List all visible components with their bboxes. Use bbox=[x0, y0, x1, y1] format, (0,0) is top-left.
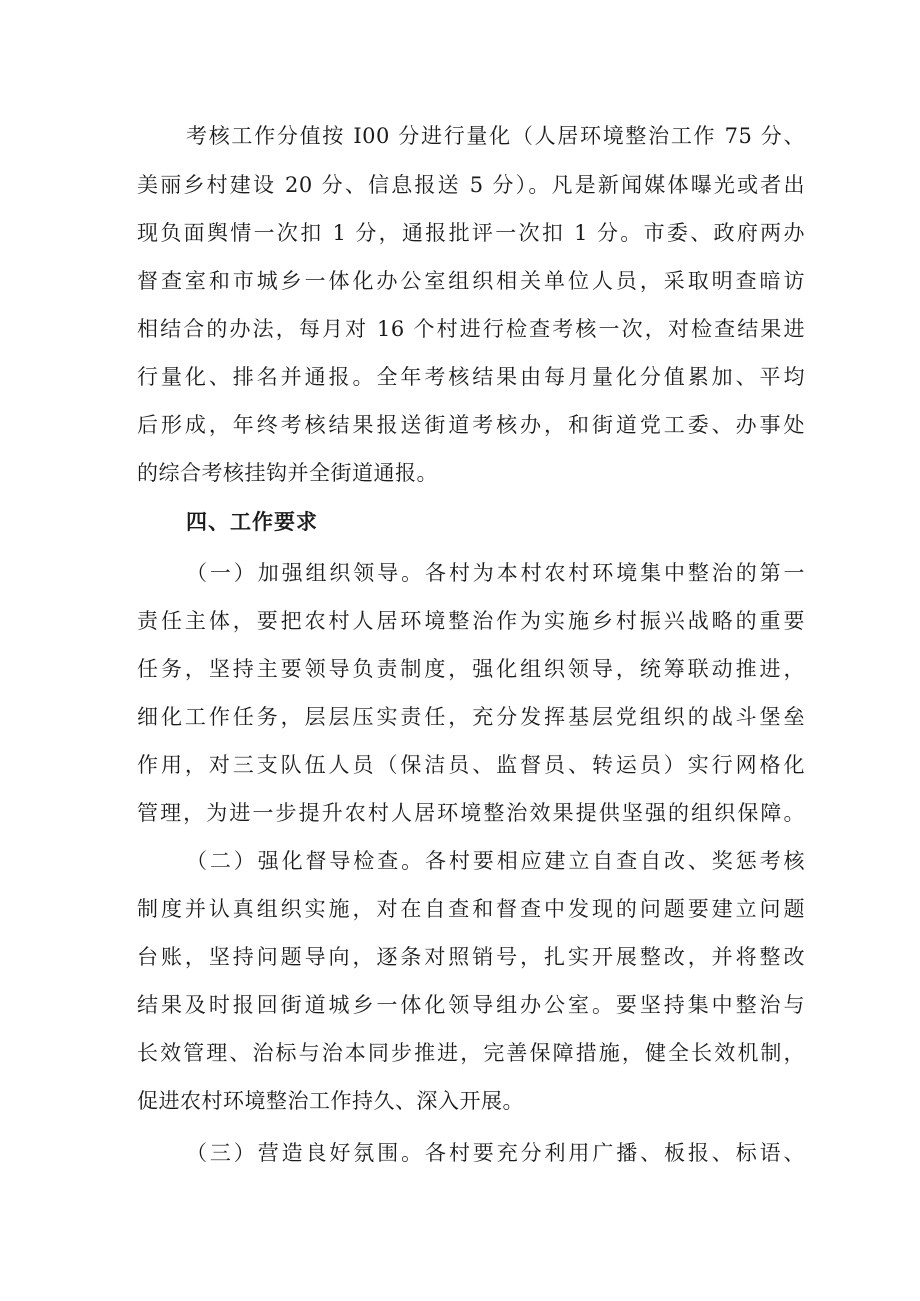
paragraph-4-line-1: （三）营造良好氛围。各村要充分利用广播、板报、标语、 bbox=[186, 1141, 805, 1165]
paragraph-1-line-3: 现负面舆情一次扣 1 分，通报批评一次扣 1 分。市委、政府两办 bbox=[137, 221, 805, 245]
paragraph-2-line-4: 细化工作任务，层层压实责任，充分发挥基层党组织的战斗堡垒 bbox=[137, 705, 805, 729]
paragraph-3-line-3: 台账，坚持问题导向，逐条对照销号，扎实开展整改，并将整改 bbox=[137, 945, 805, 969]
paragraph-2-line-5: 作用，对三支队伍人员（保洁员、监督员、转运员）实行网格化 bbox=[137, 753, 805, 777]
paragraph-3-line-2: 制度并认真组织实施，对在自查和督查中发现的问题要建立问题 bbox=[137, 897, 805, 921]
paragraph-3-line-5: 长效管理、治标与治本同步推进，完善保障措施，健全长效机制， bbox=[137, 1041, 805, 1065]
paragraph-1-line-4: 督查室和市城乡一体化办公室组织相关单位人员，采取明查暗访 bbox=[137, 269, 805, 293]
paragraph-1-line-7: 后形成，年终考核结果报送街道考核办，和街道党工委、办事处 bbox=[137, 413, 805, 437]
paragraph-3-line-1: （二）强化督导检查。各村要相应建立自查自改、奖惩考核 bbox=[186, 849, 805, 873]
paragraph-1-line-8: 的综合考核挂钩并全街道通报。 bbox=[137, 461, 438, 485]
paragraph-1-line-2: 美丽乡村建设 20 分、信息报送 5 分）。凡是新闻媒体曝光或者出 bbox=[137, 173, 805, 197]
paragraph-2-line-6: 管理，为进一步提升农村人居环境整治效果提供坚强的组织保障。 bbox=[137, 801, 805, 825]
paragraph-2-line-3: 任务，坚持主要领导负责制度，强化组织领导，统筹联动推进， bbox=[137, 657, 805, 681]
paragraph-2-line-2: 责任主体，要把农村人居环境整治作为实施乡村振兴战略的重要 bbox=[137, 609, 805, 633]
paragraph-1-line-1: 考核工作分值按 I00 分进行量化（人居环境整治工作 75 分、 bbox=[186, 124, 805, 148]
paragraph-1-line-6: 行量化、排名并通报。全年考核结果由每月量化分值累加、平均 bbox=[137, 365, 805, 389]
paragraph-2-line-1: （一）加强组织领导。各村为本村农村环境集中整治的第一 bbox=[186, 561, 805, 585]
paragraph-3-line-4: 结果及时报回街道城乡一体化领导组办公室。要坚持集中整治与 bbox=[137, 993, 805, 1017]
paragraph-1-line-5: 相结合的办法，每月对 16 个村进行检查考核一次，对检查结果进 bbox=[137, 317, 805, 341]
section-heading: 四、工作要求 bbox=[186, 510, 318, 534]
paragraph-3-line-6: 促进农村环境整治工作持久、深入开展。 bbox=[137, 1089, 524, 1113]
